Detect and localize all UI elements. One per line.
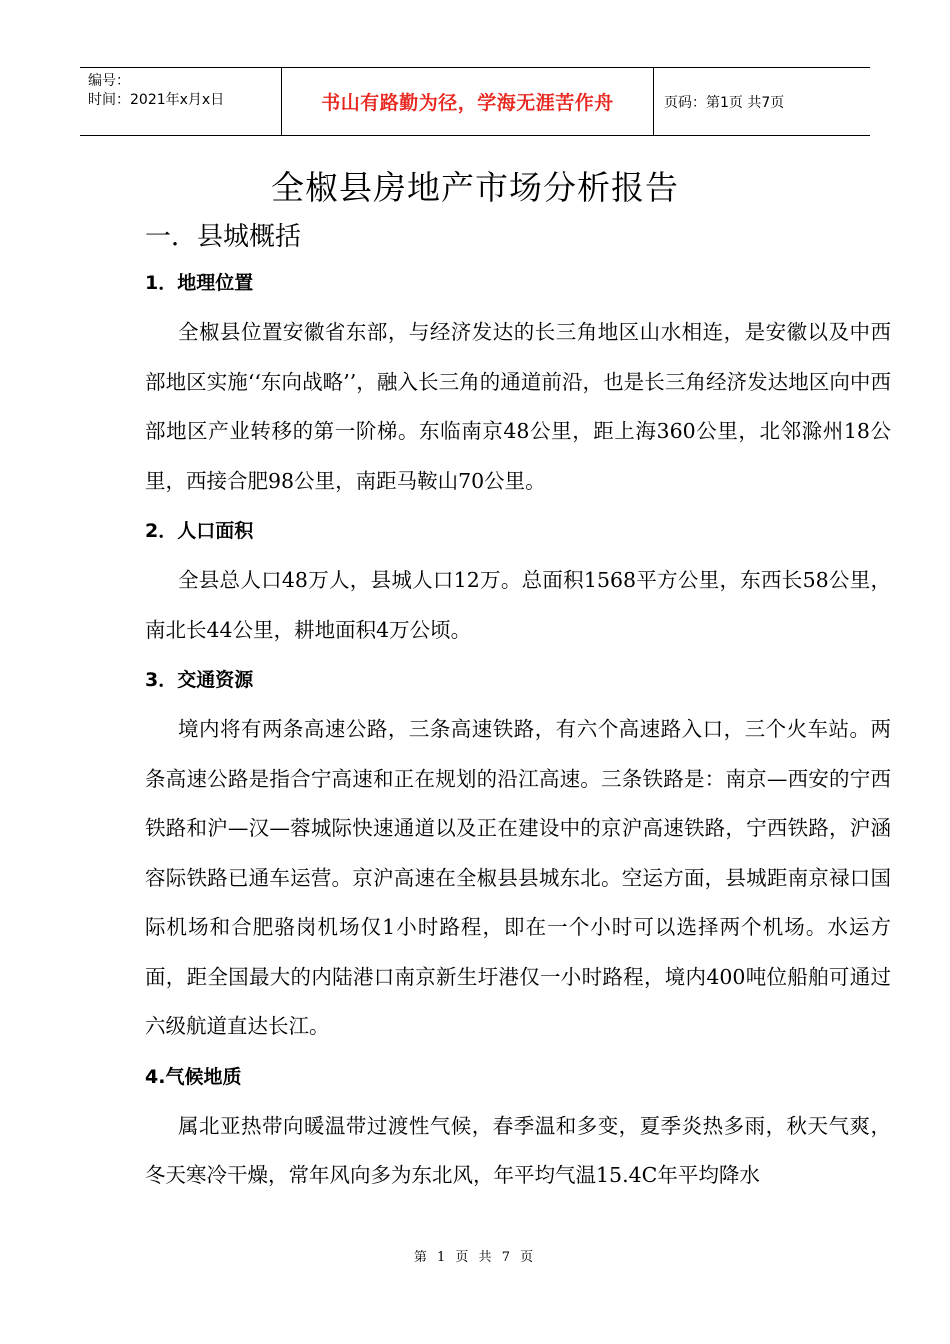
document-date-label: 时间：2021年x月x日: [88, 92, 225, 108]
subsection-heading-climate: 4.气候地质: [145, 1065, 242, 1088]
paragraph-transport: 境内将有两条高速公路，三条高速铁路，有六个高速路入口，三个火车站。两条高速公路是指合宁高速和正在规划的沿江高速。三条铁路是：南京—西安的宁西铁路和沪—汉—蓉城际快速通道以及正在建设中的京沪高速铁路，宁西铁路，沪涵容际铁路已通车运营。京沪高速在全椒县县城东北。空运方面，县城距南京禄口国际机场和合肥骆岗机场仅1小时路程，即在一个小时可以选择两个机场。水运方面，距全国最大的内陆港口南京新生圩港仅一小时路程，境内400吨位船舶可通过六级航道直达长江。: [145, 717, 891, 1038]
subsection-heading-transport: 3．交通资源: [145, 669, 254, 691]
document-number-label: 编号：: [88, 73, 130, 89]
header-motto: 书山有路勤为径，学海无涯苦作舟: [321, 92, 614, 114]
page-header: [80, 67, 870, 136]
subsection-heading-location: 1．地理位置: [145, 272, 254, 294]
header-page-info: 页码：第1页 共7页: [664, 94, 785, 111]
paragraph-population: 全县总人口48万人，县城人口12万。总面积1568平方公里，东西长58公里，南北长44公里，耕地面积4万公顷。: [145, 568, 891, 642]
subsection-heading-population: 2．人口面积: [145, 520, 254, 542]
page-footer: 第 1 页 共 7 页: [413, 1250, 537, 1265]
header-motto-cell: [281, 68, 654, 135]
header-meta: [80, 68, 281, 135]
document-title: 全椒县房地产市场分析报告: [271, 168, 679, 207]
paragraph-climate: 属北亚热带向暖温带过渡性气候，春季温和多变，夏季炎热多雨，秋天气爽，冬天寒冷干燥，常年风向多为东北风，年平均气温15.4C年平均降水: [145, 1113, 891, 1187]
document-body: [145, 262, 891, 1205]
paragraph-location: 全椒县位置安徽省东部，与经济发达的长三角地区山水相连，是安徽以及中西部地区实施‘‘东向战略’’，融入长三角的通道前沿，也是长三角经济发达地区向中西部地区产业转移的第一阶梯。东临南京48公里，距上海360公里，北邻滁州18公里，西接合肥98公里，南距马鞍山70公里。: [145, 320, 891, 493]
section-heading: 一．县城概括: [145, 222, 302, 252]
